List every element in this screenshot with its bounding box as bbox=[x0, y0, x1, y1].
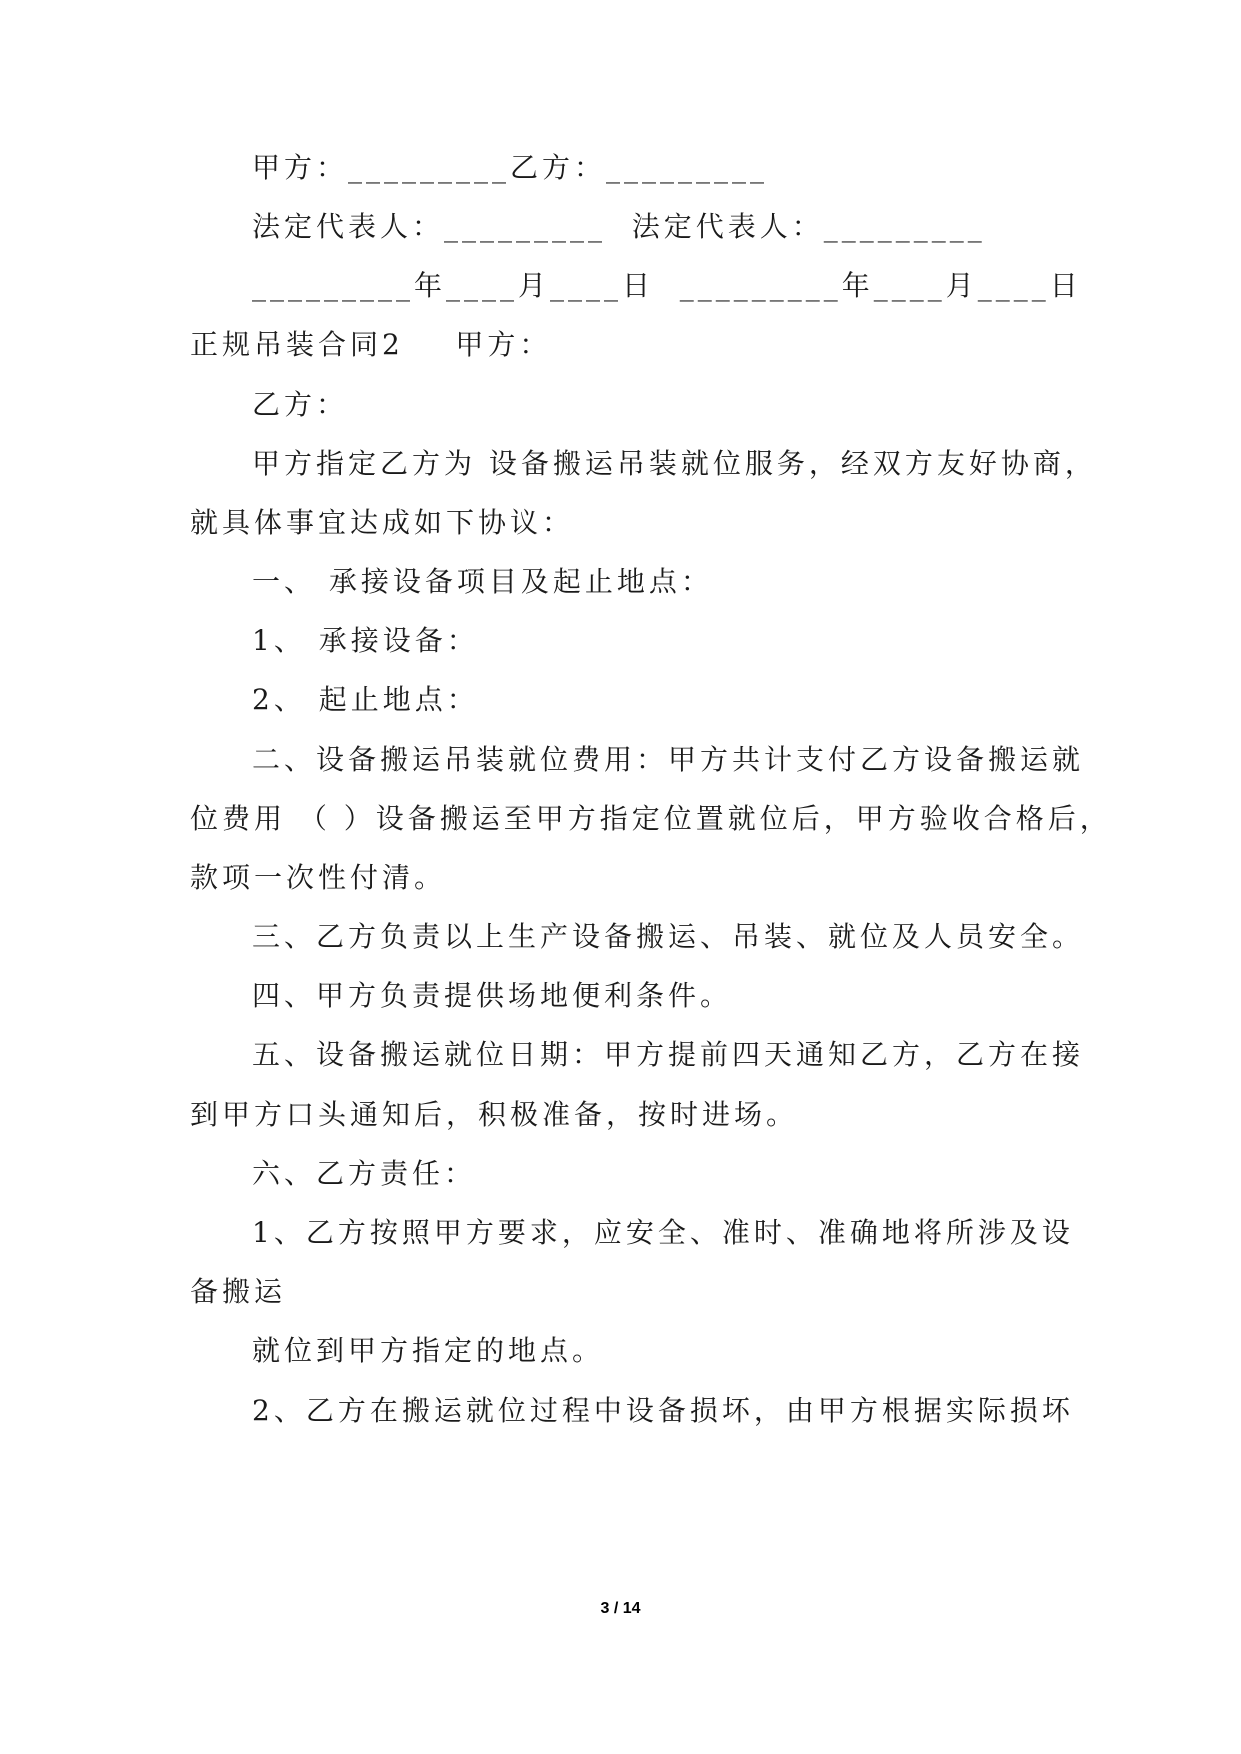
party-names-line: 甲方：_________乙方：_________ bbox=[252, 151, 769, 184]
party-b-line: 乙方： bbox=[252, 388, 349, 421]
section-2-line-2: 位费用 （ ）设备搬运至甲方指定位置就位后，甲方验收合格后， bbox=[190, 802, 1112, 835]
section-1-item-2: 2、 起止地点： bbox=[252, 683, 479, 716]
intro-paragraph-line-1: 甲方指定乙方为 设备搬运吊装就位服务，经双方友好协商， bbox=[252, 447, 1097, 480]
section-6-item-1-line-1: 1、乙方按照甲方要求，应安全、准时、准确地将所涉及设 bbox=[252, 1216, 1074, 1249]
section-2-line-3: 款项一次性付清。 bbox=[190, 861, 447, 894]
section-5-line-1: 五、设备搬运就位日期：甲方提前四天通知乙方，乙方在接 bbox=[252, 1038, 1085, 1071]
intro-paragraph-line-2: 就具体事宜达成如下协议： bbox=[190, 506, 575, 539]
section-4-line: 四、甲方负责提供场地便利条件。 bbox=[252, 979, 733, 1012]
section-1-item-1: 1、 承接设备： bbox=[252, 624, 479, 657]
contract-title-line: 正规吊装合同2 甲方： bbox=[190, 328, 552, 361]
section-6-item-1-line-2: 备搬运 bbox=[190, 1275, 287, 1308]
section-6-item-1-line-3: 就位到甲方指定的地点。 bbox=[252, 1334, 605, 1367]
section-2-line-1: 二、设备搬运吊装就位费用：甲方共计支付乙方设备搬运就 bbox=[252, 743, 1085, 776]
section-1-heading: 一、 承接设备项目及起止地点： bbox=[252, 565, 713, 598]
section-6-item-2-line-1: 2、乙方在搬运就位过程中设备损坏，由甲方根据实际损坏 bbox=[252, 1394, 1074, 1427]
date-line: _________年____月____日 _________年____月____日 bbox=[252, 269, 1082, 302]
section-3-line: 三、乙方负责以上生产设备搬运、吊装、就位及人员安全。 bbox=[252, 920, 1085, 953]
legal-representative-line: 法定代表人：_________ 法定代表人：_________ bbox=[252, 210, 986, 243]
page-number: 3 / 14 bbox=[600, 1600, 641, 1617]
section-6-heading: 六、乙方责任： bbox=[252, 1157, 477, 1190]
section-5-line-2: 到甲方口头通知后，积极准备，按时进场。 bbox=[190, 1098, 799, 1131]
